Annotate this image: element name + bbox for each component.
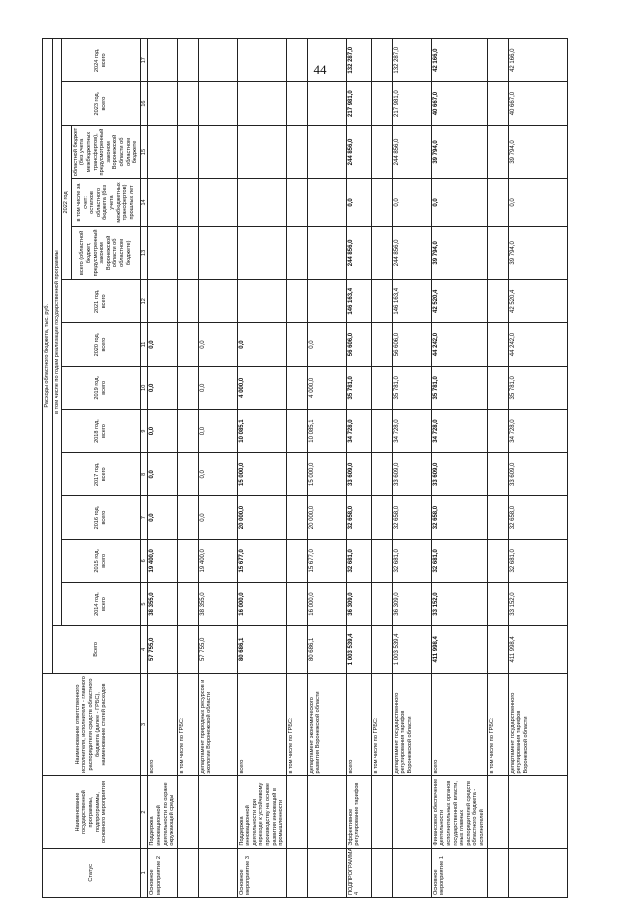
value-cell: 44 242,0	[431, 323, 487, 366]
value-cell: 32 658,0	[346, 496, 371, 539]
header-responsible: Наименование ответственного исполнителя, исполнителя - главного распорядителя средств областного бюджета (далее - ГРБС), наименование статей расходов	[43, 673, 141, 776]
value-cell: 35 781,0	[431, 366, 487, 409]
value-cell	[198, 82, 237, 125]
value-cell: 38 355,0	[198, 582, 237, 625]
value-cell	[487, 409, 508, 452]
value-cell: 33 152,0	[508, 582, 567, 625]
value-cell: 16 000,0	[307, 582, 346, 625]
value-cell: 20 000,0	[307, 496, 346, 539]
value-cell	[487, 496, 508, 539]
value-cell: 10 085,1	[237, 409, 286, 452]
value-cell: 244 856,0	[392, 125, 431, 179]
value-cell	[177, 179, 198, 226]
value-cell	[371, 179, 392, 226]
value-cell	[177, 453, 198, 496]
value-cell: 57 755,0	[198, 626, 237, 673]
header-expenses-title: Расходы областного бюджета, тыс. руб.	[43, 39, 53, 674]
status-cell	[487, 848, 508, 897]
value-cell: 42 520,4	[508, 280, 567, 323]
value-cell: 0,0	[198, 409, 237, 452]
value-cell: 15 000,0	[307, 453, 346, 496]
value-cell: 34 728,0	[346, 409, 371, 452]
value-cell	[198, 179, 237, 226]
column-index-cell: 15	[140, 125, 148, 179]
value-cell	[371, 626, 392, 673]
value-cell	[286, 539, 307, 582]
value-cell: 0,0	[198, 366, 237, 409]
value-cell	[371, 366, 392, 409]
column-index-cell: 13	[140, 226, 148, 280]
status-cell	[508, 848, 567, 897]
value-cell	[148, 82, 177, 125]
header-total: Всего	[52, 626, 140, 673]
column-index-cell: 8	[140, 453, 148, 496]
status-cell	[371, 848, 392, 897]
table-row	[431, 39, 487, 898]
value-cell: 34 728,0	[508, 409, 567, 452]
value-cell	[177, 280, 198, 323]
value-cell: 0,0	[392, 179, 431, 226]
value-cell	[177, 39, 198, 82]
responsible-cell: департамент природных ресурсов и экологии Воронежской области	[198, 673, 237, 776]
value-cell	[371, 453, 392, 496]
value-cell	[286, 582, 307, 625]
value-cell	[286, 496, 307, 539]
value-cell: 0,0	[508, 179, 567, 226]
value-cell: 33 609,0	[508, 453, 567, 496]
value-cell	[237, 226, 286, 280]
value-cell: 132 287,0	[392, 39, 431, 82]
value-cell: 33 609,0	[392, 453, 431, 496]
responsible-cell: в том числе по ГРБС:	[371, 673, 392, 776]
header-2022-residuals-text: остатков областного бюджета (без учета межбюджетных трансфертов) прошлых лет	[89, 182, 135, 223]
value-cell: 32 681,0	[508, 539, 567, 582]
value-cell	[177, 82, 198, 125]
program-name-cell	[392, 776, 431, 848]
program-name-cell	[177, 776, 198, 848]
value-cell	[371, 582, 392, 625]
header-2020: 2020 год, всего	[62, 323, 141, 366]
page-number: 44	[313, 62, 327, 77]
value-cell	[286, 453, 307, 496]
value-cell: 411 998,4	[431, 626, 487, 673]
value-cell	[177, 496, 198, 539]
value-cell: 39 794,0	[508, 226, 567, 280]
header-2022-total: всего (областной бюджет, предусмотренный законом Воронежской области об областном бюджете)	[71, 226, 140, 280]
value-cell: 44 242,0	[508, 323, 567, 366]
value-cell	[286, 323, 307, 366]
value-cell	[307, 39, 346, 82]
value-cell: 15 677,0	[237, 539, 286, 582]
value-cell	[177, 539, 198, 582]
table-body	[148, 39, 567, 898]
value-cell	[177, 626, 198, 673]
header-2022-law: областной бюджет (без учета межбюджетных трансфертов), предусмотренный законом Воронежской области об областном бюджете	[71, 125, 140, 179]
program-name-cell: Поддержка инновационной деятельности при переходе к устойчивому производству на основе развития инноваций в промышленности	[237, 776, 286, 848]
value-cell: 20 000,0	[237, 496, 286, 539]
program-name-cell: Поддержка инновационной деятельности по охране окружающей среды	[148, 776, 177, 848]
value-cell	[286, 280, 307, 323]
value-cell	[198, 125, 237, 179]
program-name-cell: Эффективное регулирование тарифов	[346, 776, 371, 848]
responsible-cell: всего	[148, 673, 177, 776]
value-cell	[371, 39, 392, 82]
value-cell: 32 658,0	[431, 496, 487, 539]
header-2019: 2019 год, всего	[62, 366, 141, 409]
value-cell	[286, 125, 307, 179]
value-cell	[371, 125, 392, 179]
value-cell	[148, 280, 177, 323]
value-cell: 16 000,0	[237, 582, 286, 625]
value-cell	[487, 82, 508, 125]
value-cell	[177, 125, 198, 179]
responsible-cell: департамент государственного регулирования тарифов Воронежской области	[508, 673, 567, 776]
header-2023: 2023 год, всего	[62, 82, 141, 125]
expenses-table	[42, 38, 568, 898]
value-cell	[198, 280, 237, 323]
column-index-cell: 14	[140, 179, 148, 226]
value-cell	[307, 82, 346, 125]
value-cell: 15 677,0	[307, 539, 346, 582]
value-cell: 132 287,0	[346, 39, 371, 82]
table-row	[371, 39, 392, 898]
column-index-cell: 6	[140, 539, 148, 582]
value-cell	[487, 323, 508, 366]
program-name-cell	[286, 776, 307, 848]
value-cell	[148, 226, 177, 280]
value-cell: 42 166,0	[508, 39, 567, 82]
header-2024: 2024 год, всего	[62, 39, 141, 82]
status-cell	[307, 848, 346, 897]
program-name-cell	[307, 776, 346, 848]
header-2022-residuals	[71, 179, 140, 226]
column-index-cell: 10	[140, 366, 148, 409]
value-cell	[307, 226, 346, 280]
value-cell: 39 794,0	[431, 125, 487, 179]
value-cell: 38 355,0	[148, 582, 177, 625]
value-cell: 36 309,0	[346, 582, 371, 625]
value-cell	[371, 82, 392, 125]
header-status: Статус	[43, 848, 141, 897]
value-cell	[487, 366, 508, 409]
column-index-cell: 9	[140, 409, 148, 452]
status-cell	[392, 848, 431, 897]
value-cell: 0,0	[431, 179, 487, 226]
responsible-cell: всего	[346, 673, 371, 776]
header-2014: 2014 год, всего	[62, 582, 141, 625]
value-cell	[371, 226, 392, 280]
value-cell	[237, 39, 286, 82]
value-cell: 56 606,0	[392, 323, 431, 366]
value-cell: 0,0	[198, 323, 237, 366]
value-cell: 4 000,0	[237, 366, 286, 409]
value-cell: 32 681,0	[392, 539, 431, 582]
value-cell: 39 794,0	[431, 226, 487, 280]
value-cell: 40 667,0	[431, 82, 487, 125]
status-cell	[198, 848, 237, 897]
table-row	[237, 39, 286, 898]
responsible-cell: в том числе по ГРБС:	[487, 673, 508, 776]
value-cell: 34 728,0	[392, 409, 431, 452]
value-cell: 80 686,1	[237, 626, 286, 673]
table-row	[307, 39, 346, 898]
status-cell	[286, 848, 307, 897]
status-cell: Основное мероприятие 3	[237, 848, 286, 897]
header-2017: 2017 год, всего	[62, 453, 141, 496]
value-cell	[487, 125, 508, 179]
header-2016: 2016 год, всего	[62, 496, 141, 539]
value-cell: 244 856,0	[346, 226, 371, 280]
status-cell: Основное мероприятие 1	[431, 848, 487, 897]
value-cell: 10 085,1	[307, 409, 346, 452]
column-index-cell: 3	[140, 673, 148, 776]
value-cell: 217 981,0	[346, 82, 371, 125]
value-cell: 56 606,0	[346, 323, 371, 366]
value-cell	[371, 323, 392, 366]
value-cell: 244 856,0	[392, 226, 431, 280]
value-cell: 411 998,4	[508, 626, 567, 673]
responsible-cell: в том числе по ГРБС:	[177, 673, 198, 776]
value-cell	[286, 39, 307, 82]
value-cell: 32 658,0	[508, 496, 567, 539]
value-cell	[286, 226, 307, 280]
column-index-cell: 1	[140, 848, 148, 897]
value-cell	[198, 39, 237, 82]
table-row	[148, 39, 177, 898]
value-cell: 35 781,0	[346, 366, 371, 409]
value-cell	[487, 582, 508, 625]
value-cell	[148, 125, 177, 179]
value-cell: 33 152,0	[431, 582, 487, 625]
value-cell	[371, 496, 392, 539]
value-cell: 1 003 539,4	[346, 626, 371, 673]
program-name-cell	[487, 776, 508, 848]
value-cell	[371, 280, 392, 323]
header-2022: 2022 год	[62, 125, 72, 279]
value-cell: 19 400,0	[198, 539, 237, 582]
value-cell	[286, 409, 307, 452]
column-index-cell: 12	[140, 280, 148, 323]
value-cell: 217 981,0	[392, 82, 431, 125]
column-index-cell: 16	[140, 82, 148, 125]
value-cell: 34 728,0	[431, 409, 487, 452]
value-cell: 36 309,0	[392, 582, 431, 625]
value-cell: 15 000,0	[237, 453, 286, 496]
value-cell	[237, 179, 286, 226]
value-cell: 146 163,4	[392, 280, 431, 323]
header-2015: 2015 год, всего	[62, 539, 141, 582]
value-cell	[286, 366, 307, 409]
value-cell	[237, 82, 286, 125]
value-cell	[177, 582, 198, 625]
value-cell	[487, 226, 508, 280]
value-cell	[198, 226, 237, 280]
column-index-cell: 2	[140, 776, 148, 848]
value-cell: 0,0	[148, 366, 177, 409]
value-cell: 0,0	[346, 179, 371, 226]
value-cell	[487, 39, 508, 82]
column-index-row	[140, 39, 148, 898]
table-row	[177, 39, 198, 898]
responsible-cell: департамент государственного регулирования тарифов Воронежской области	[392, 673, 431, 776]
value-cell	[177, 226, 198, 280]
status-cell	[177, 848, 198, 897]
value-cell: 0,0	[307, 323, 346, 366]
responsible-cell: всего	[431, 673, 487, 776]
value-cell: 32 681,0	[431, 539, 487, 582]
value-cell: 33 609,0	[431, 453, 487, 496]
value-cell	[286, 179, 307, 226]
header-by-years: в том числе по годам реализации государственной программы	[52, 39, 62, 626]
value-cell	[487, 626, 508, 673]
column-index-cell: 17	[140, 39, 148, 82]
value-cell	[307, 179, 346, 226]
table-row	[487, 39, 508, 898]
value-cell: 4 000,0	[307, 366, 346, 409]
value-cell: 1 003 539,4	[392, 626, 431, 673]
table-row	[508, 39, 567, 898]
value-cell	[371, 539, 392, 582]
program-name-cell	[198, 776, 237, 848]
responsible-cell: в том числе по ГРБС:	[286, 673, 307, 776]
value-cell	[148, 179, 177, 226]
value-cell	[177, 323, 198, 366]
value-cell: 0,0	[148, 453, 177, 496]
value-cell: 80 686,1	[307, 626, 346, 673]
column-index-cell: 4	[140, 626, 148, 673]
value-cell: 32 681,0	[346, 539, 371, 582]
value-cell: 40 667,0	[508, 82, 567, 125]
value-cell	[307, 125, 346, 179]
value-cell: 0,0	[198, 453, 237, 496]
value-cell	[177, 366, 198, 409]
responsible-cell: департамент экономического развития Воронежской области	[307, 673, 346, 776]
table-row	[392, 39, 431, 898]
column-index-cell: 7	[140, 496, 148, 539]
value-cell: 0,0	[148, 496, 177, 539]
value-cell: 0,0	[148, 409, 177, 452]
table-row	[198, 39, 237, 898]
value-cell	[487, 280, 508, 323]
value-cell	[487, 179, 508, 226]
column-index-cell: 11	[140, 323, 148, 366]
value-cell	[237, 125, 286, 179]
header-2018: 2018 год, всего	[62, 409, 141, 452]
value-cell: 0,0	[148, 323, 177, 366]
responsible-cell: всего	[237, 673, 286, 776]
status-cell: Основное мероприятие 2	[148, 848, 177, 897]
header-2021: 2021 год, всего	[62, 280, 141, 323]
column-index-cell: 5	[140, 582, 148, 625]
program-name-cell	[371, 776, 392, 848]
value-cell	[177, 409, 198, 452]
value-cell: 35 781,0	[508, 366, 567, 409]
value-cell	[371, 409, 392, 452]
value-cell: 33 609,0	[346, 453, 371, 496]
value-cell: 35 781,0	[392, 366, 431, 409]
value-cell: 146 163,4	[346, 280, 371, 323]
value-cell	[487, 453, 508, 496]
value-cell: 244 856,0	[346, 125, 371, 179]
value-cell	[307, 280, 346, 323]
value-cell: 42 166,0	[431, 39, 487, 82]
table-row	[346, 39, 371, 898]
value-cell: 42 520,4	[431, 280, 487, 323]
value-cell	[487, 539, 508, 582]
value-cell: 0,0	[237, 323, 286, 366]
value-cell: 39 794,0	[508, 125, 567, 179]
status-cell: ПОДПРОГРАММА 4	[346, 848, 371, 897]
rotated-table-wrapper	[42, 38, 597, 898]
value-cell	[237, 280, 286, 323]
value-cell: 19 400,0	[148, 539, 177, 582]
value-cell: 32 658,0	[392, 496, 431, 539]
value-cell: 57 755,0	[148, 626, 177, 673]
value-cell	[148, 39, 177, 82]
header-2022-including: в том числе за счет:	[76, 183, 89, 222]
value-cell	[286, 626, 307, 673]
table-row	[286, 39, 307, 898]
header-program-name: Наименование государственной программы, подпрограммы, основного мероприятия	[43, 776, 141, 848]
program-name-cell	[508, 776, 567, 848]
value-cell	[286, 82, 307, 125]
value-cell: 0,0	[198, 496, 237, 539]
program-name-cell: Финансовое обеспечение деятельности исполнительных органов государственной власти, иных главных распорядителей средств областного бюджета - исполнителей	[431, 776, 487, 848]
